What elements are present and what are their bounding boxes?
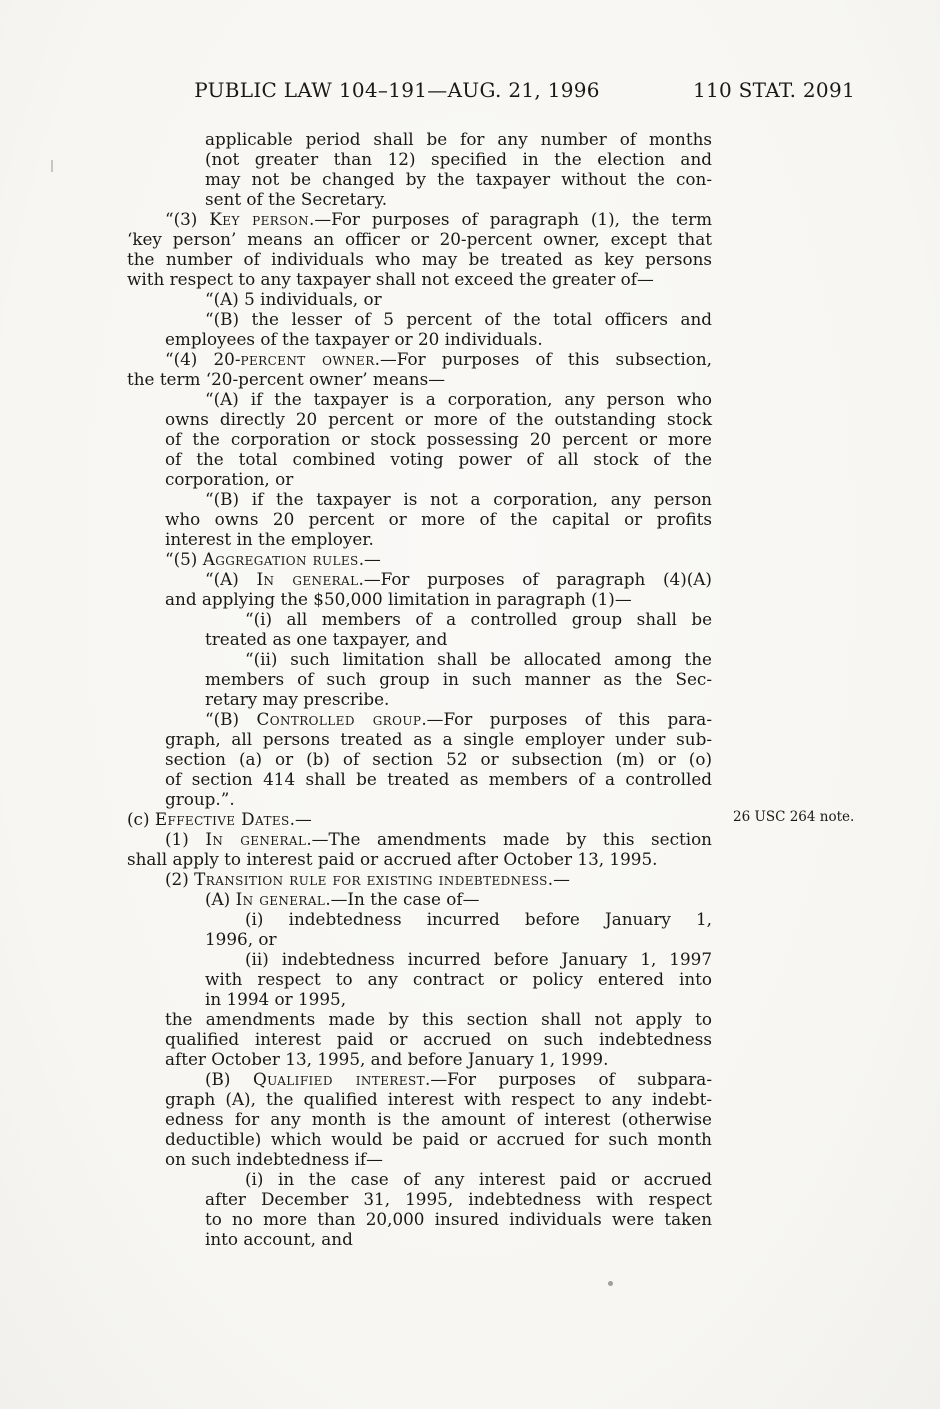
- text-line: (2) Transition rule for existing indebtedness.—: [165, 869, 570, 889]
- text-line: “(A) In general.—For purposes of paragraph (4)(A): [205, 569, 712, 589]
- text-line: (A) In general.—In the case of—: [205, 889, 480, 909]
- text-line: 1996, or: [205, 929, 277, 949]
- text-line: “(ii) such limitation shall be allocated among the: [245, 649, 712, 669]
- small-caps-heading: Qualified interest: [252, 1069, 425, 1089]
- text-line: (i) indebtedness incurred before January 1,: [245, 909, 712, 929]
- small-caps-heading: Key person: [209, 209, 309, 229]
- text-line: “(5) Aggregation rules.—: [165, 549, 381, 569]
- text-line: edness for any month is the amount of interest (otherwise: [165, 1109, 712, 1129]
- small-caps-heading: In general: [256, 569, 359, 589]
- text-line: to no more than 20,000 insured individuals were taken: [205, 1209, 712, 1229]
- text-line: deductible) which would be paid or accrued for such month: [165, 1129, 712, 1149]
- text-line: group.”.: [165, 789, 235, 809]
- text-line: (1) In general.—The amendments made by this section: [165, 829, 712, 849]
- text-line: the number of individuals who may be treated as key persons: [127, 249, 712, 269]
- text-line: “(A) if the taxpayer is a corporation, any person who: [205, 389, 712, 409]
- text-line: graph, all persons treated as a single employer under sub-: [165, 729, 712, 749]
- text-line: graph (A), the qualified interest with respect to any indebt-: [165, 1089, 712, 1109]
- statutes-at-large-page-number: 110 STAT. 2091: [692, 78, 855, 102]
- text-line: (not greater than 12) specified in the election and: [205, 149, 712, 169]
- text-line: “(i) all members of a controlled group shall be: [245, 609, 712, 629]
- text-line: “(4) 20-percent owner.—For purposes of this subsection,: [165, 349, 712, 369]
- text-line: the term ‘20-percent owner’ means—: [127, 369, 445, 389]
- text-line: “(A) 5 individuals, or: [205, 289, 382, 309]
- text-line: after December 31, 1995, indebtedness with respect: [205, 1189, 712, 1209]
- text-line: owns directly 20 percent or more of the outstanding stock: [165, 409, 712, 429]
- small-caps-heading: Controlled group: [256, 709, 422, 729]
- text-line: after October 13, 1995, and before January 1, 1999.: [165, 1049, 609, 1069]
- text-line: (B) Qualified interest.—For purposes of subpara-: [205, 1069, 712, 1089]
- text-line: “(3) Key person.—For purposes of paragraph (1), the term: [165, 209, 713, 229]
- text-line: of the total combined voting power of all stock of the: [165, 449, 712, 469]
- text-line: (i) in the case of any interest paid or accrued: [245, 1169, 712, 1189]
- text-line: with respect to any contract or policy entered into: [205, 969, 712, 989]
- text-line: the amendments made by this section shall not apply to: [165, 1009, 712, 1029]
- text-line: interest in the employer.: [165, 529, 374, 549]
- text-line: (ii) indebtedness incurred before January 1, 1997: [245, 949, 712, 969]
- text-line: “(B) if the taxpayer is not a corporation, any person: [205, 489, 712, 509]
- text-line: “(B) Controlled group.—For purposes of this para-: [205, 709, 712, 729]
- text-line: on such indebtedness if—: [165, 1149, 383, 1169]
- text-line: section (a) or (b) of section 52 or subsection (m) or (o): [165, 749, 712, 769]
- text-line: applicable period shall be for any number of months: [205, 129, 712, 149]
- small-caps-heading: In general: [235, 889, 326, 909]
- text-line: members of such group in such manner as the Sec-: [205, 669, 712, 689]
- text-line: who owns 20 percent or more of the capital or profits: [165, 509, 712, 529]
- text-line: corporation, or: [165, 469, 294, 489]
- text-line: (c) Effective Dates.—: [127, 809, 312, 829]
- law-citation: PUBLIC LAW 104–191—AUG. 21, 1996: [194, 78, 600, 102]
- text-line: may not be changed by the taxpayer without the con-: [205, 169, 712, 189]
- text-line: “(B) the lesser of 5 percent of the total officers and: [205, 309, 712, 329]
- page-header: [0, 78, 940, 102]
- text-line: ‘key person’ means an officer or 20-percent owner, except that: [127, 229, 712, 249]
- small-caps-heading: Aggregation rules: [202, 549, 359, 569]
- small-caps-heading: Effective Dates: [154, 809, 290, 829]
- text-line: in 1994 or 1995,: [205, 989, 347, 1009]
- margin-note: 26 USC 264 note.: [733, 809, 855, 825]
- text-line: with respect to any taxpayer shall not exceed the greater of—: [127, 269, 654, 289]
- text-line: and applying the $50,000 limitation in paragraph (1)—: [165, 589, 632, 609]
- text-line: employees of the taxpayer or 20 individuals.: [165, 329, 543, 349]
- text-line: shall apply to interest paid or accrued after October 13, 1995.: [127, 849, 658, 869]
- small-caps-heading: Transition rule for existing indebtedness: [194, 869, 548, 889]
- text-line: of section 414 shall be treated as members of a controlled: [165, 769, 712, 789]
- text-line: into account, and: [205, 1229, 353, 1249]
- text-line: sent of the Secretary.: [205, 189, 388, 209]
- small-caps-heading: percent owner: [240, 349, 375, 369]
- text-line: treated as one taxpayer, and: [205, 629, 448, 649]
- small-caps-heading: In general: [205, 829, 307, 849]
- text-line: qualified interest paid or accrued on such indebtedness: [165, 1029, 712, 1049]
- text-line: of the corporation or stock possessing 20 percent or more: [165, 429, 712, 449]
- text-line: retary may prescribe.: [205, 689, 390, 709]
- statute-text-column: [127, 129, 712, 1249]
